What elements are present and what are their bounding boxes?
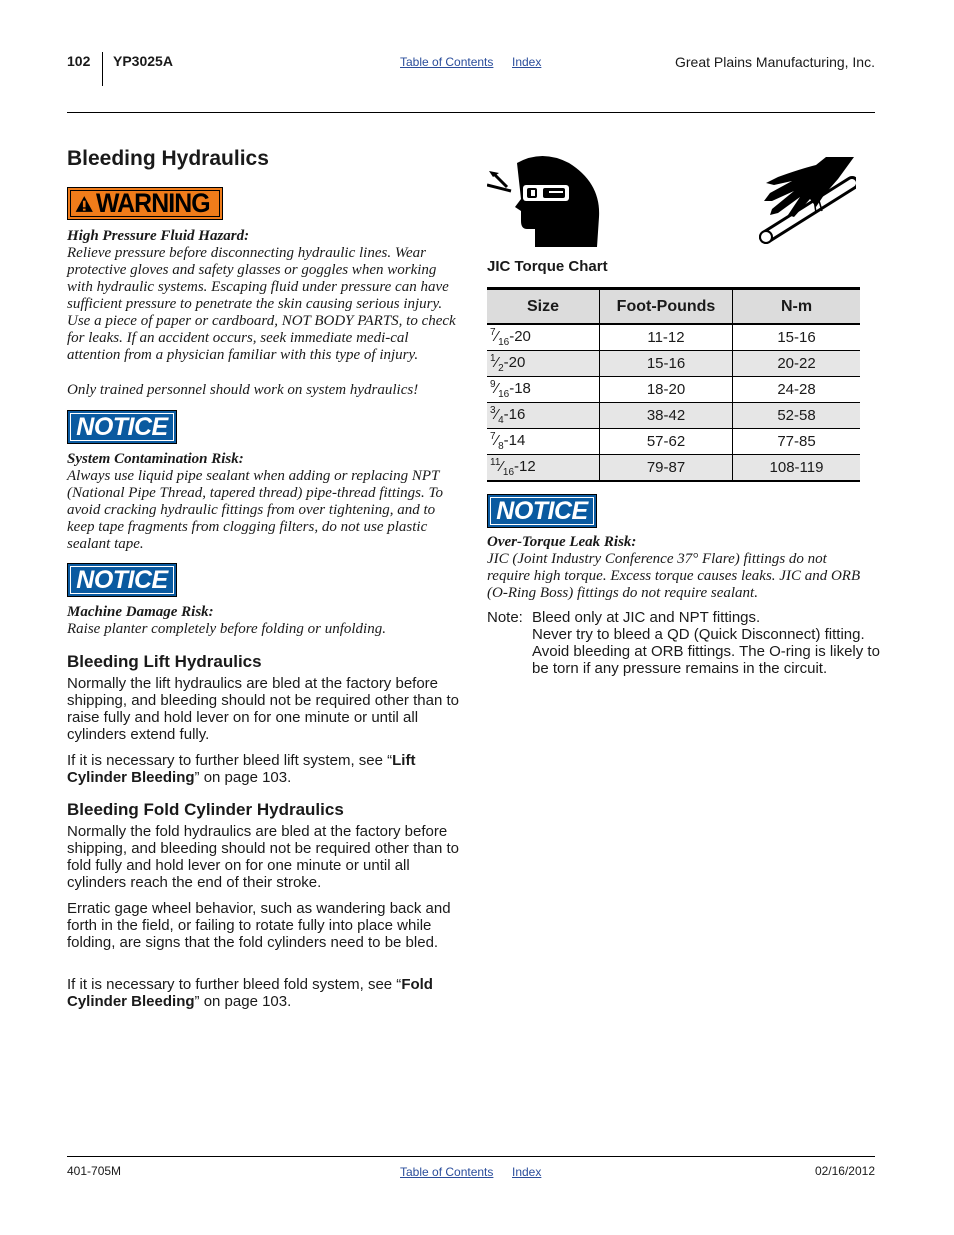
note-line: Bleed only at JIC and NPT fittings. (532, 609, 761, 626)
footer-toc-link[interactable]: Table of Contents (400, 1165, 494, 1179)
table-row (487, 377, 860, 403)
thread-count: -20 (509, 328, 531, 345)
size-cell: $^9⁄_{16}-18$ (487, 377, 600, 403)
fold-paragraph-2: Erratic gage wheel behavior, such as wandering back and forth in the field, or failing to rotate fully into place while folding, are signs that the fold cylinders need to be bled. (67, 900, 451, 951)
header-index-link[interactable]: Index (512, 55, 542, 69)
thread-count: -16 (503, 406, 526, 423)
safety-glasses-head-icon (487, 155, 603, 247)
company-name: Great Plains Manufacturing, Inc. (675, 54, 875, 70)
header-toc-link[interactable]: Table of Contents (400, 55, 494, 69)
nm-cell: 24-28 (733, 377, 861, 403)
table-row (487, 324, 860, 351)
note-line: Avoid bleeding at ORB fittings. The O-ring is likely to be torn if any pressure remains in the circuit. (532, 643, 880, 677)
column-header-foot-pounds: Foot-Pounds (600, 289, 733, 325)
warning-heading: High Pressure Fluid Hazard: (67, 228, 250, 244)
hand-fluid-injection-icon (756, 155, 856, 247)
column-header-nm: N-m (733, 289, 861, 325)
jic-torque-table (487, 287, 860, 482)
table-row (487, 455, 860, 482)
warning-text: WARNING (95, 188, 210, 218)
fraction-denominator: 16 (498, 337, 510, 348)
note-line: Never try to bleed a QD (Quick Disconnect) fitting. (532, 626, 865, 643)
table-row (487, 403, 860, 429)
foot-pounds-cell: 57-62 (600, 429, 733, 455)
fraction-denominator: 8 (498, 441, 504, 452)
notice-heading: System Contamination Risk: (67, 451, 244, 467)
notice-heading: Over-Torque Leak Risk: (487, 534, 637, 550)
table-header-row (487, 289, 860, 325)
notice-section-2 (67, 604, 462, 638)
size-cell: $^7⁄_{16}-20$ (487, 324, 600, 351)
doc-number: 401-705M (67, 1164, 122, 1178)
fraction-numerator: 11 (490, 457, 501, 468)
size-cell: $^3⁄_4-16$ (487, 403, 600, 429)
fraction-denominator: 2 (498, 363, 504, 374)
notice-section-1 (67, 451, 462, 553)
footer-index-link[interactable]: Index (512, 1165, 542, 1179)
notice-label-2 (67, 563, 177, 597)
size-cell: $^{11}⁄_{16}-12$ (487, 455, 600, 482)
fold-p3-text: If it is necessary to further bleed fold system, see “ (67, 976, 402, 993)
note-text (532, 609, 882, 677)
thread-count: -14 (503, 432, 526, 449)
lift-p2-text: If it is necessary to further bleed lift system, see “ (67, 752, 393, 769)
footer-rule (67, 1156, 875, 1157)
warning-footer: Only trained personnel should work on system hydraulics! (67, 382, 419, 398)
fraction-numerator: 7 (490, 327, 496, 338)
warning-section (67, 228, 462, 364)
fraction-numerator: 3 (490, 405, 496, 416)
fold-cylinder-bleeding-ref: Fold Cylinder Bleeding (67, 976, 433, 1010)
notice-text: NOTICE (496, 496, 588, 525)
fraction-denominator: 16 (498, 389, 510, 400)
foot-pounds-cell: 18-20 (600, 377, 733, 403)
page-title: Bleeding Hydraulics (67, 147, 269, 170)
foot-pounds-cell: 38-42 (600, 403, 733, 429)
thread-count: -20 (503, 354, 526, 371)
foot-pounds-cell: 79-87 (600, 455, 733, 482)
table-row (487, 429, 860, 455)
foot-pounds-cell: 15-16 (600, 351, 733, 377)
header-rule (67, 112, 875, 113)
fraction-numerator: 9 (490, 379, 496, 390)
lift-paragraph-1: Normally the lift hydraulics are bled at the factory before shipping, and bleeding should not be required other than to raise fully and hold lever on for one minute or until all cylinders extend fully. (67, 675, 459, 743)
page-number: 102 (67, 53, 91, 69)
fraction-denominator: 16 (502, 467, 515, 478)
doc-code: YP3025A (113, 53, 173, 69)
lift-paragraph-2 (67, 752, 459, 786)
note-label: Note: (487, 609, 523, 626)
doc-date: 02/16/2012 (814, 1164, 875, 1178)
foot-pounds-cell: 11-12 (600, 324, 733, 351)
fold-paragraph-1: Normally the fold hydraulics are bled at the factory before shipping, and bleeding should not be required other than to fold fully and hold lever on for one minute or until all cylinders reach the end of their stroke. (67, 823, 459, 891)
column-header-size: Size (487, 289, 600, 325)
fold-title: Bleeding Fold Cylinder Hydraulics (67, 800, 344, 819)
warning-label (67, 187, 223, 220)
size-cell: $^1⁄_2-20$ (487, 351, 600, 377)
notice-section-3 (487, 534, 862, 602)
table-row (487, 351, 860, 377)
size-cell: $^7⁄_8-14$ (487, 429, 600, 455)
notice-text: NOTICE (76, 412, 168, 441)
header-divider (102, 52, 103, 86)
thread-count: -18 (509, 380, 531, 397)
notice-body: Raise planter completely before folding or unfolding. (67, 621, 386, 637)
notice-label-3 (487, 494, 597, 528)
fraction-numerator: 1 (490, 353, 496, 364)
notice-text: NOTICE (76, 565, 168, 594)
notice-body: JIC (Joint Industry Conference 37° Flare) fittings do not require high torque. Excess torque causes leaks. JIC and ORB (O-Ring Boss) fittings do not require sealant. (487, 551, 861, 601)
fold-p3-suffix: ” on page 103. (194, 993, 292, 1010)
notice-heading: Machine Damage Risk: (67, 604, 214, 620)
lift-p2-suffix: ” on page 103. (194, 769, 292, 786)
fraction-numerator: 7 (490, 431, 496, 442)
lift-cylinder-bleeding-ref: Lift Cylinder Bleeding (67, 752, 416, 786)
fold-paragraph-3 (67, 976, 459, 1010)
nm-cell: 77-85 (733, 429, 861, 455)
nm-cell: 15-16 (733, 324, 861, 351)
nm-cell: 20-22 (733, 351, 861, 377)
notice-label-1 (67, 410, 177, 444)
notice-body: Always use liquid pipe sealant when adding or replacing NPT (National Pipe Thread, tapered thread) pipe-thread fittings. To avoid cracking hydraulic fittings from over tightening, and to keep tape fragments from clogging filters, do not use plastic sealant tape. (67, 468, 443, 552)
fraction-denominator: 4 (498, 415, 504, 426)
warning-body: Relieve pressure before disconnecting hydraulic lines. Wear protective gloves and safety glasses or goggles when working with hydraulic systems. Escaping fluid under pressure can have sufficient pressure to penetrate the skin causing serious injury. Use a piece of paper or cardboard, NOT BODY PARTS, to check for leaks. If an accident occurs, seek immediate medi-cal attention from a physician familiar with this type of injury. (67, 245, 456, 363)
jic-table-title: JIC Torque Chart (487, 258, 608, 275)
nm-cell: 108-119 (733, 455, 861, 482)
nm-cell: 52-58 (733, 403, 861, 429)
thread-count: -12 (514, 458, 536, 475)
lift-title: Bleeding Lift Hydraulics (67, 652, 262, 671)
warning-triangle-icon (75, 191, 94, 217)
